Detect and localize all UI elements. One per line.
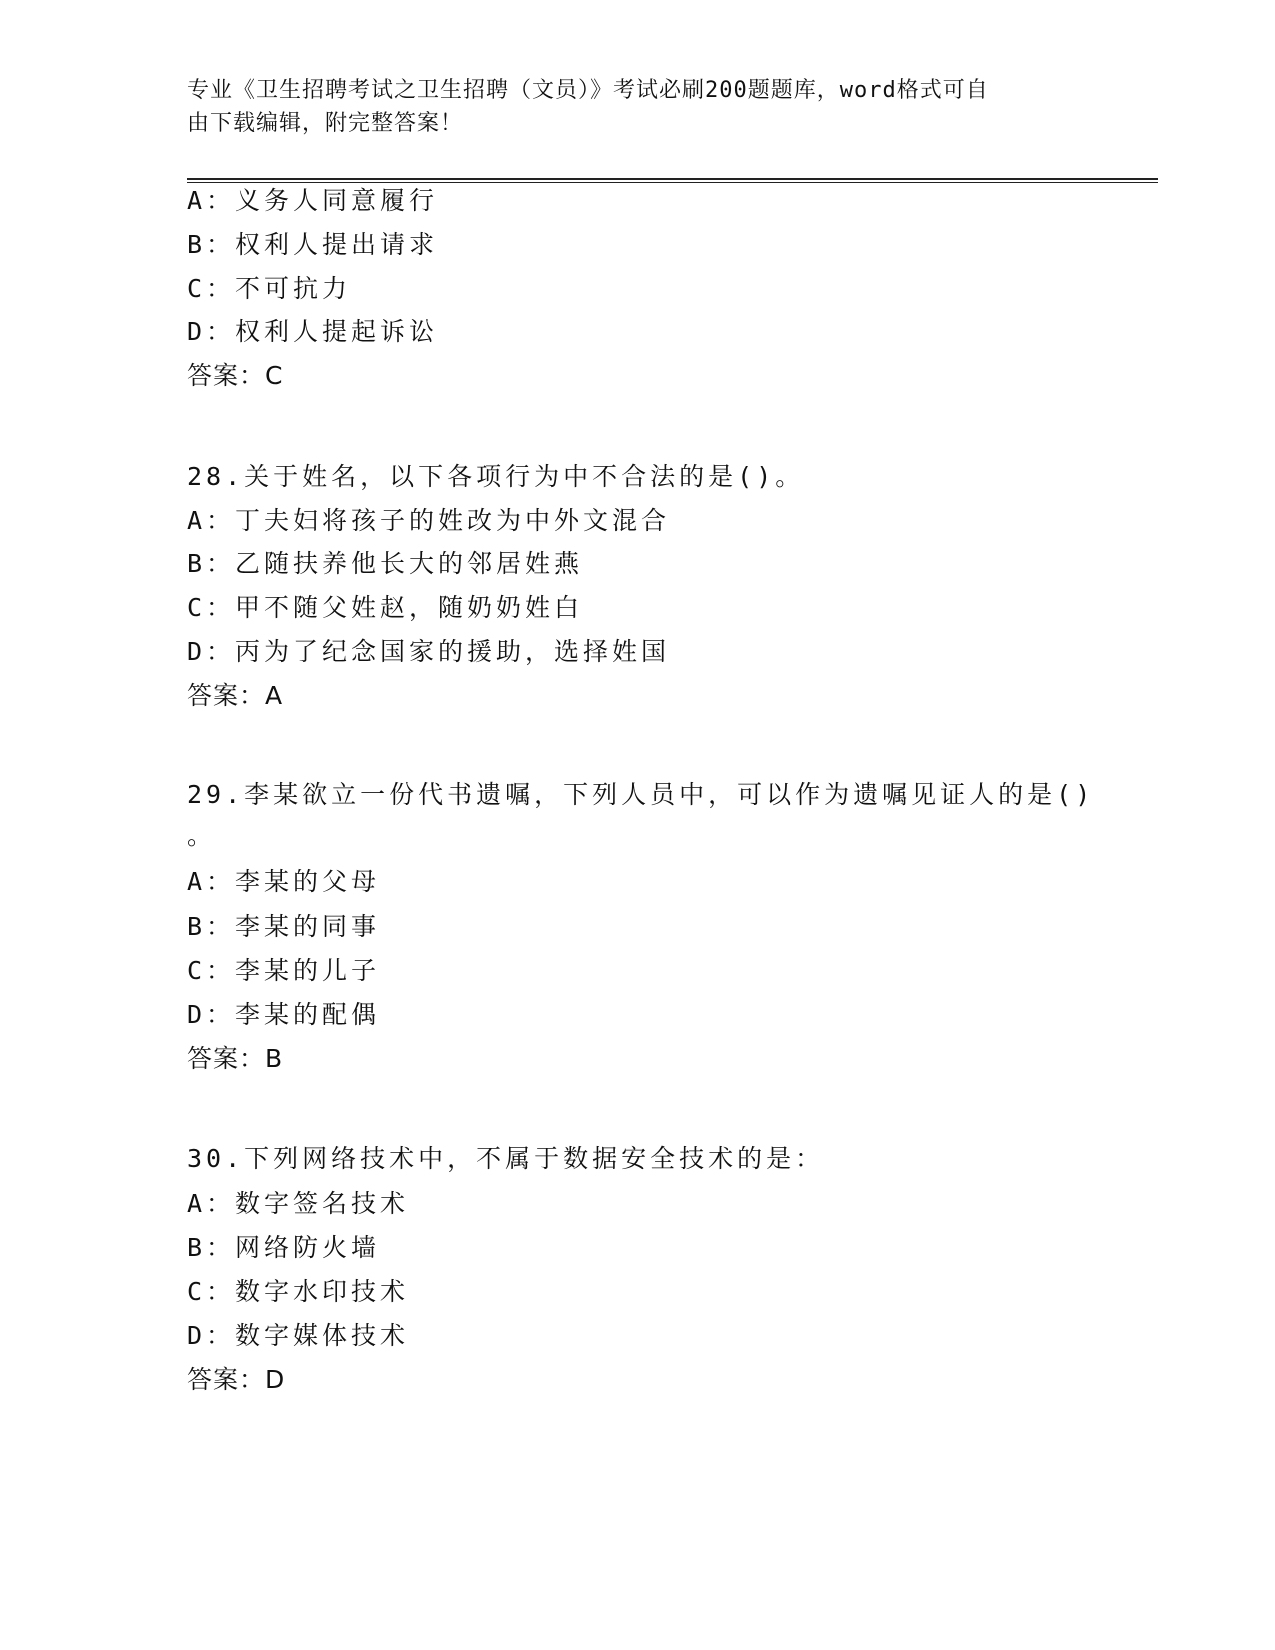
q30-option-a: A：数字签名技术: [187, 1189, 410, 1218]
header-divider: [187, 178, 1158, 183]
q28-option-b: B：乙随扶养他长大的邻居姓燕: [187, 549, 584, 578]
q28-stem: 28.关于姓名，以下各项行为中不合法的是()。: [187, 462, 805, 491]
q29-option-a: A：李某的父母: [187, 867, 381, 896]
q29-option-c: C：李某的儿子: [187, 956, 381, 985]
q29-stem-line-2: 。: [187, 821, 217, 850]
header-line-1: 专业《卫生招聘考试之卫生招聘（文员）》考试必刷200题题库，word格式可自: [187, 78, 989, 103]
q30-stem: 30.下列网络技术中，不属于数据安全技术的是：: [187, 1144, 825, 1173]
q27-option-d: D：权利人提起诉讼: [187, 317, 439, 346]
q27-option-a: A：义务人同意履行: [187, 186, 439, 215]
header-line-2: 由下载编辑，附完整答案！: [187, 111, 464, 136]
q27-option-b: B：权利人提出请求: [187, 230, 439, 259]
q30-answer: 答案：D: [187, 1365, 286, 1394]
q30-option-c: C：数字水印技术: [187, 1277, 410, 1306]
q28-option-d: D：丙为了纪念国家的援助，选择姓国: [187, 637, 671, 666]
q29-answer: 答案：B: [187, 1044, 284, 1073]
document-header: [187, 74, 1087, 140]
q29-option-d: D：李某的配偶: [187, 1000, 381, 1029]
q27-answer: 答案：C: [187, 361, 284, 390]
q29-stem-line-1: 29.李某欲立一份代书遗嘱，下列人员中，可以作为遗嘱见证人的是(): [187, 780, 1095, 809]
q30-option-b: B：网络防火墙: [187, 1233, 381, 1262]
q27-option-c: C：不可抗力: [187, 274, 352, 303]
q28-option-a: A：丁夫妇将孩子的姓改为中外文混合: [187, 506, 671, 535]
q29-option-b: B：李某的同事: [187, 912, 381, 941]
q28-option-c: C：甲不随父姓赵，随奶奶姓白: [187, 593, 584, 622]
q28-answer: 答案：A: [187, 681, 284, 710]
q30-option-d: D：数字媒体技术: [187, 1321, 410, 1350]
